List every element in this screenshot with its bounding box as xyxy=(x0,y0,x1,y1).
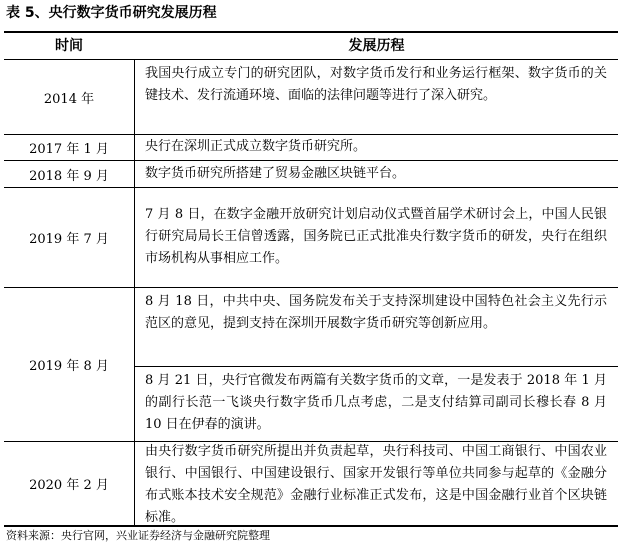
row-event: 8 月 18 日，中共中央、国务院发布关于支持深圳建设中国特色社会主义先行示范区的意见，提到支持在深圳开展数字货币研究等创新应用。 xyxy=(145,294,607,331)
header-events: 发展历程 xyxy=(348,38,405,54)
column-divider xyxy=(134,59,135,525)
header-time: 时间 xyxy=(55,38,83,54)
source-note: 资料来源：央行官网，兴业证券经济与金融研究院整理 xyxy=(6,529,270,542)
row-event: 我国央行成立专门的研究团队，对数字货币发行和业务运行框架、数字货币的关键技术、发行流通环境、面临的法律问题等进行了深入研究。 xyxy=(145,66,607,103)
row-event: 7 月 8 日，在数字金融开放研究计划启动仪式暨首届学术研讨会上，中国人民银行研究局局长王信曾透露，国务院已正式批准央行数字货币的研发，央行在组织市场机构从事相应工作。 xyxy=(145,207,607,266)
row-event: 8 月 21 日，央行官微发布两篇有关数字货币的文章，一是发表于 2018 年 1 月的副行长范一飞谈央行数字货币几点考虑，二是支付结算司副司长穆长春 8 月 10 日在伊春的演讲。 xyxy=(145,373,607,432)
row-time: 2018 年 9 月 xyxy=(29,168,109,184)
row-time: 2020 年 2 月 xyxy=(29,478,109,493)
row-event: 由央行数字货币研究所提出并负责起草，央行科技司、中国工商银行、中国农业银行、中国银行、中国建设银行、国家开发银行等单位共同参与起草的《金融分布式账本技术安全规范》金融行业标准正式发布，这是中国金融行业首个区块链标准。 xyxy=(145,444,607,525)
row-event: 数字货币研究所搭建了贸易金融区块链平台。 xyxy=(145,166,406,181)
table-title: 表 5、央行数字货币研究发展历程 xyxy=(6,5,217,21)
row-event: 央行在深圳正式成立数字货币研究所。 xyxy=(145,139,367,154)
row-time: 2019 年 7 月 xyxy=(29,232,109,247)
sub-row-rule xyxy=(135,366,618,367)
row-time: 2017 年 1 月 xyxy=(29,142,109,157)
row-time: 2019 年 8 月 xyxy=(29,359,109,374)
row-time: 2014 年 xyxy=(43,91,95,107)
